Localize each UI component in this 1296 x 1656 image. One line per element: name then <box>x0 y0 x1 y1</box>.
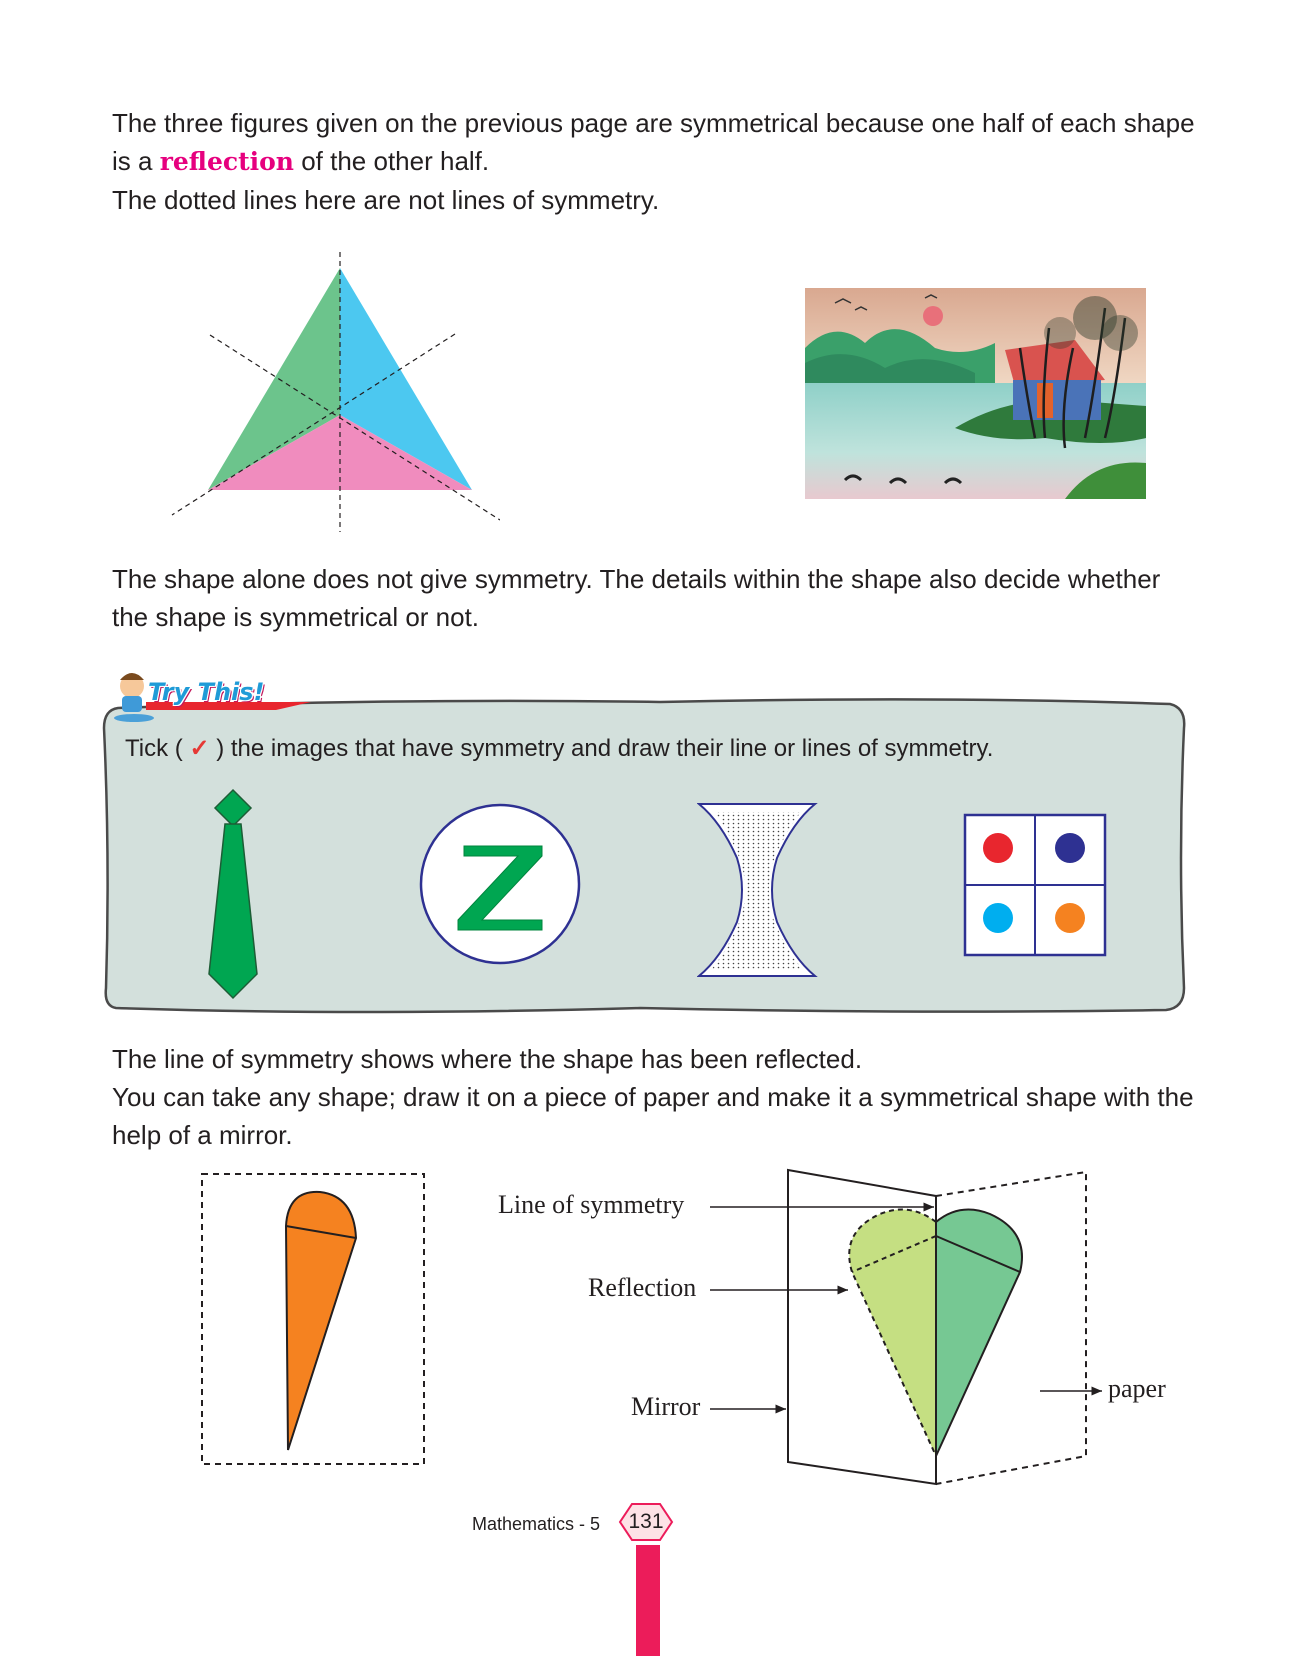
tie-image[interactable] <box>205 788 261 1000</box>
triangle-figure <box>170 250 500 535</box>
footer-book-title: Mathematics - 5 <box>472 1514 601 1534</box>
reflection-line2: You can take any shape; draw it on a piece of paper and make it a symmetrical shape with the help of a mirror. <box>112 1082 1194 1150</box>
cone-figure <box>198 1170 430 1470</box>
instruction-suffix: ) the images that have symmetry and draw their line or lines of symmetry. <box>216 735 994 762</box>
keyword-reflection: reflection <box>159 147 294 176</box>
orange-dot <box>1055 903 1085 933</box>
label-arrows <box>700 1190 1296 1440</box>
hourglass-image[interactable] <box>697 802 819 978</box>
reflection-line1: The line of symmetry shows where the shape has been reflected. <box>112 1044 863 1074</box>
blue-dot <box>1055 833 1085 863</box>
cyan-dot <box>983 903 1013 933</box>
intro-line2-suffix: of the other half. <box>301 146 490 176</box>
z-circle-image[interactable] <box>418 802 582 966</box>
sun <box>923 306 943 326</box>
label-line-of-symmetry: Line of symmetry <box>498 1190 685 1219</box>
page-tab <box>636 1545 660 1656</box>
label-mirror: Mirror <box>631 1392 701 1421</box>
red-dot <box>983 833 1013 863</box>
intro-paragraph <box>112 104 1202 219</box>
reflection-paragraph <box>112 1040 1202 1154</box>
details-note: The shape alone does not give symmetry. The details within the shape also decide whether the shape is symmetrical or not. <box>112 564 1161 632</box>
dot-grid-image[interactable] <box>963 813 1107 957</box>
try-this-instruction <box>125 734 993 763</box>
label-reflection: Reflection <box>588 1273 697 1302</box>
intro-line3: The dotted lines here are not lines of symmetry. <box>112 185 660 215</box>
landscape-painting <box>805 288 1146 499</box>
try-this-title: Try This! <box>148 678 265 706</box>
instruction-prefix: Tick ( <box>125 735 183 762</box>
tick-icon: ✓ <box>189 735 210 762</box>
intro-line1: The three figures given on the previous page are symmetrical because one half of each shape <box>112 108 1195 138</box>
intro-line2-prefix: is a <box>112 146 153 176</box>
page-number: 131 <box>628 1510 664 1533</box>
label-paper: paper <box>1108 1374 1166 1403</box>
